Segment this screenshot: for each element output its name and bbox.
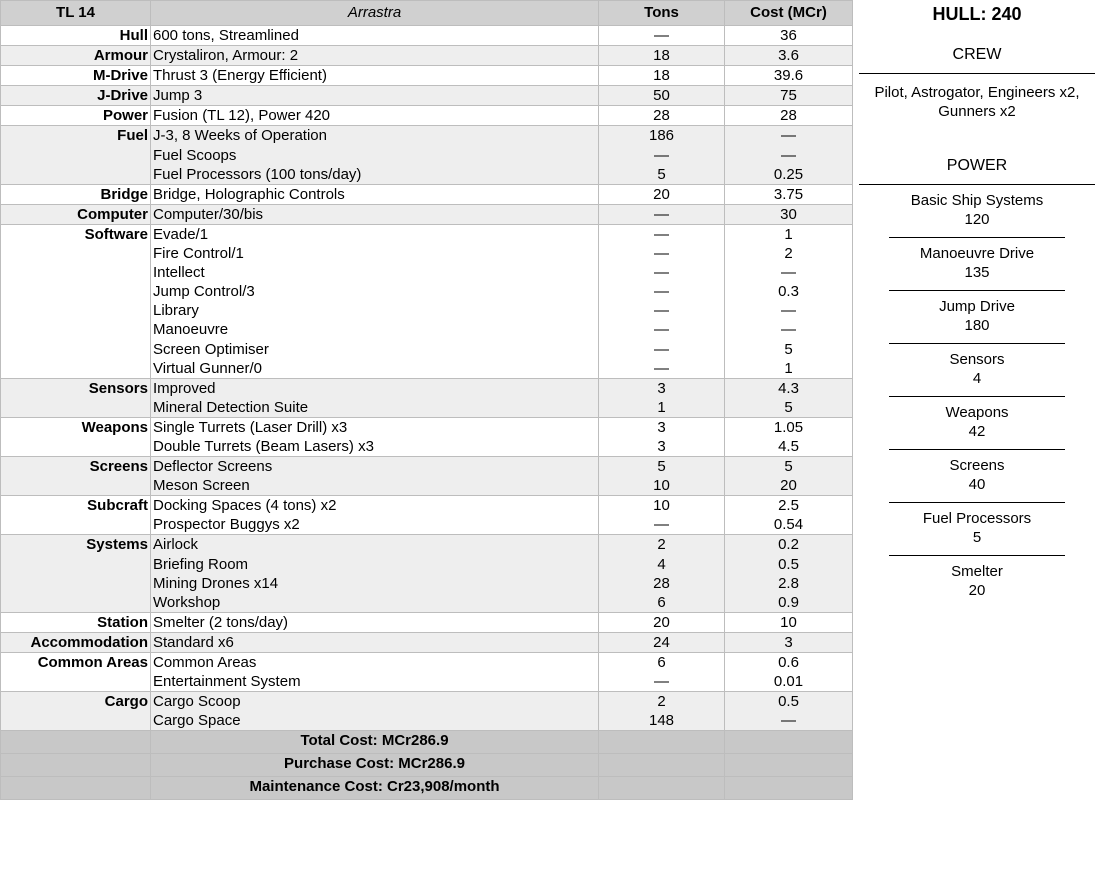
item-tons: —: [654, 264, 669, 282]
item-description: Bridge, Holographic Controls: [153, 185, 345, 203]
power-item-value: 5: [972, 529, 982, 546]
section-label: Station: [1, 612, 151, 632]
power-item-value: 180: [964, 317, 990, 334]
item-tons: 2: [657, 693, 666, 711]
item-description: Standard x6: [153, 633, 234, 651]
item-cost-cell: [725, 632, 853, 652]
item-cost: 3.75: [773, 185, 804, 203]
item-description: Cargo Scoop: [153, 693, 241, 711]
ship-name-header: Arrastra: [151, 1, 599, 26]
item-tons: 24: [653, 633, 670, 651]
item-cost: 5: [784, 458, 793, 476]
power-item-value: 135: [964, 264, 990, 281]
table-row: [1, 66, 853, 86]
power-item-label: Smelter: [951, 563, 1003, 580]
item-tons: —: [654, 673, 669, 691]
crew-list: Pilot, Astrogator, Engineers x2, Gunners x2: [874, 84, 1080, 120]
item-cost: 0.54: [773, 516, 804, 534]
item-description: Fire Control/1: [153, 245, 244, 263]
item-cost-cell: [725, 26, 853, 46]
item-description: Library: [153, 302, 199, 320]
item-description: Docking Spaces (4 tons) x2: [153, 497, 337, 515]
item-cost: 1.05: [773, 418, 804, 436]
item-tons-cell: [599, 184, 725, 204]
item-tons: 1: [657, 398, 666, 416]
power-item: [852, 456, 1102, 494]
power-list: [852, 191, 1102, 600]
section-label: Fuel: [1, 126, 151, 184]
table-row: [1, 204, 853, 224]
hull-points: HULL: 240: [932, 4, 1022, 24]
item-tons-cell: [599, 86, 725, 106]
item-description-cell: [151, 224, 599, 378]
item-cost: —: [781, 146, 796, 164]
table-row: [1, 46, 853, 66]
item-cost-cell: [725, 417, 853, 456]
maintenance-cost-row: [1, 777, 853, 800]
divider: [859, 184, 1095, 185]
item-description: Meson Screen: [153, 477, 250, 495]
item-cost: 0.6: [778, 654, 799, 671]
item-cost: 5: [784, 340, 793, 358]
item-cost: 28: [780, 107, 797, 125]
item-description: Entertainment System: [153, 673, 301, 691]
item-description: Fusion (TL 12), Power 420: [153, 107, 331, 125]
section-label: M-Drive: [1, 66, 151, 86]
item-cost-cell: [725, 204, 853, 224]
section-label: Hull: [1, 26, 151, 46]
divider: [889, 555, 1065, 556]
item-tons: 28: [653, 574, 670, 592]
power-item-label: Screens: [949, 457, 1005, 474]
item-description: Double Turrets (Beam Lasers) x3: [153, 437, 374, 455]
item-cost: 75: [780, 87, 797, 105]
table-row: [1, 612, 853, 632]
table-row: [1, 126, 853, 184]
item-cost-cell: [725, 106, 853, 126]
item-description: J-3, 8 Weeks of Operation: [153, 127, 327, 145]
power-item-label: Weapons: [945, 404, 1009, 421]
item-tons: 50: [653, 87, 670, 105]
item-tons: —: [654, 516, 669, 534]
item-cost: 4.3: [778, 379, 799, 397]
item-description: Thrust 3 (Energy Efficient): [153, 67, 327, 85]
power-item-value: 120: [964, 211, 990, 228]
item-tons-cell: [599, 692, 725, 731]
section-label: Armour: [1, 46, 151, 66]
item-tons: 148: [648, 712, 675, 730]
item-description-cell: [151, 378, 599, 417]
item-tons: 20: [653, 185, 670, 203]
maintenance-cost: Maintenance Cost: Cr23,908/month: [151, 777, 599, 800]
item-tons-cell: [599, 632, 725, 652]
table-row: [1, 653, 853, 692]
item-description-cell: [151, 612, 599, 632]
section-label: Systems: [1, 535, 151, 612]
item-cost: —: [781, 127, 796, 145]
item-description-cell: [151, 417, 599, 456]
table-header-row: [1, 1, 853, 26]
item-description-cell: [151, 66, 599, 86]
item-tons: —: [654, 205, 669, 223]
item-cost-cell: [725, 66, 853, 86]
item-cost: 0.2: [778, 536, 799, 554]
item-tons-cell: [599, 378, 725, 417]
item-tons-cell: [599, 612, 725, 632]
power-item: [852, 297, 1102, 335]
table-row: [1, 26, 853, 46]
divider: [889, 290, 1065, 291]
item-description: 600 tons, Streamlined: [153, 27, 299, 44]
section-label: Subcraft: [1, 496, 151, 535]
section-label: Sensors: [1, 378, 151, 417]
item-tons-cell: [599, 224, 725, 378]
item-description-cell: [151, 26, 599, 46]
power-item-label: Basic Ship Systems: [910, 192, 1044, 209]
item-tons: 10: [653, 497, 670, 515]
item-description-cell: [151, 496, 599, 535]
item-description: Virtual Gunner/0: [153, 359, 262, 377]
item-cost: 3: [784, 633, 793, 651]
item-cost: 4.5: [778, 437, 799, 455]
item-tons: 3: [657, 379, 666, 397]
item-cost-cell: [725, 496, 853, 535]
item-description: Deflector Screens: [153, 458, 273, 476]
item-description: Crystaliron, Armour: 2: [153, 47, 299, 65]
section-label: Common Areas: [1, 653, 151, 692]
item-cost: 0.5: [778, 555, 799, 573]
item-description-cell: [151, 653, 599, 692]
power-item-label: Sensors: [949, 351, 1005, 368]
item-description-cell: [151, 86, 599, 106]
item-description: Improved: [153, 379, 216, 397]
item-cost: 36: [780, 27, 797, 44]
table-row: [1, 86, 853, 106]
item-description-cell: [151, 204, 599, 224]
item-tons-cell: [599, 106, 725, 126]
item-tons: 3: [657, 437, 666, 455]
item-tons: 4: [657, 555, 666, 573]
item-description-cell: [151, 184, 599, 204]
power-item-value: 42: [968, 423, 986, 440]
item-cost: —: [781, 264, 796, 282]
item-tons: 28: [653, 107, 670, 125]
item-cost: 10: [780, 613, 797, 631]
item-cost: 0.25: [773, 165, 804, 183]
item-tons: 5: [657, 458, 666, 476]
item-description: Evade/1: [153, 225, 209, 243]
item-description: Workshop: [153, 593, 221, 611]
item-cost: 0.01: [773, 673, 804, 691]
power-item: [852, 509, 1102, 547]
item-tons: —: [654, 27, 669, 44]
item-description: Cargo Space: [153, 712, 241, 730]
power-item: [852, 562, 1102, 600]
item-cost: 2.8: [778, 574, 799, 592]
table-row: [1, 632, 853, 652]
item-description: Airlock: [153, 536, 199, 554]
item-tons: —: [654, 225, 669, 243]
power-item-value: 40: [968, 476, 986, 493]
item-tons: 6: [657, 593, 666, 611]
power-item: [852, 350, 1102, 388]
section-label: Accommodation: [1, 632, 151, 652]
table-row: [1, 224, 853, 378]
item-tons: —: [654, 283, 669, 301]
item-description-cell: [151, 457, 599, 496]
item-cost: 3.6: [778, 47, 799, 65]
item-tons-cell: [599, 26, 725, 46]
tons-header: Tons: [599, 1, 725, 26]
section-label: Power: [1, 106, 151, 126]
item-description: Fuel Scoops: [153, 146, 237, 164]
item-cost-cell: [725, 86, 853, 106]
item-description: Manoeuvre: [153, 321, 229, 339]
item-description-cell: [151, 46, 599, 66]
divider: [859, 73, 1095, 74]
item-cost-cell: [725, 224, 853, 378]
item-description: Smelter (2 tons/day): [153, 613, 289, 631]
table-row: [1, 496, 853, 535]
item-cost: 1: [784, 359, 793, 377]
divider: [889, 449, 1065, 450]
item-description: Mining Drones x14: [153, 574, 279, 592]
power-item-label: Jump Drive: [939, 298, 1015, 315]
item-cost-cell: [725, 692, 853, 731]
item-description: Prospector Buggys x2: [153, 516, 300, 534]
purchase-cost-row: [1, 754, 853, 777]
section-label: Cargo: [1, 692, 151, 731]
divider: [889, 237, 1065, 238]
total-cost: Total Cost: MCr286.9: [151, 731, 599, 754]
cost-header: Cost (MCr): [725, 1, 853, 26]
spec-body: [1, 26, 853, 731]
table-row: [1, 457, 853, 496]
item-tons: 5: [657, 165, 666, 183]
section-label: Computer: [1, 204, 151, 224]
item-tons: —: [654, 321, 669, 339]
item-cost: 20: [780, 477, 797, 495]
item-description-cell: [151, 632, 599, 652]
item-cost: 0.5: [778, 693, 799, 711]
item-tons-cell: [599, 204, 725, 224]
section-label: Bridge: [1, 184, 151, 204]
item-cost-cell: [725, 378, 853, 417]
table-row: [1, 184, 853, 204]
item-description-cell: [151, 535, 599, 612]
item-cost-cell: [725, 184, 853, 204]
crew-heading: CREW: [952, 46, 1002, 63]
item-tons-cell: [599, 535, 725, 612]
item-description: Common Areas: [153, 654, 257, 671]
item-tons: 18: [653, 67, 670, 85]
item-tons: 10: [653, 477, 670, 495]
item-description-cell: [151, 106, 599, 126]
item-tons: 3: [657, 418, 666, 436]
item-description-cell: [151, 692, 599, 731]
item-tons-cell: [599, 653, 725, 692]
item-cost: 2: [784, 245, 793, 263]
power-item-value: 20: [968, 582, 986, 599]
power-item-label: Fuel Processors: [922, 510, 1032, 527]
item-cost: 30: [780, 205, 797, 223]
item-tons: —: [654, 302, 669, 320]
item-tons: —: [654, 359, 669, 377]
table-row: [1, 535, 853, 612]
item-tons-cell: [599, 496, 725, 535]
section-label: J-Drive: [1, 86, 151, 106]
item-cost-cell: [725, 653, 853, 692]
item-cost-cell: [725, 457, 853, 496]
section-label: Software: [1, 224, 151, 378]
item-cost-cell: [725, 535, 853, 612]
power-item: [852, 244, 1102, 282]
summary-panel: [852, 0, 1102, 600]
item-cost: 39.6: [773, 67, 804, 85]
item-description: Jump 3: [153, 87, 203, 105]
item-tons-cell: [599, 126, 725, 184]
item-description: Jump Control/3: [153, 283, 255, 301]
tech-level-header: TL 14: [1, 1, 151, 26]
item-tons-cell: [599, 46, 725, 66]
purchase-cost: Purchase Cost: MCr286.9: [151, 754, 599, 777]
item-description: Mineral Detection Suite: [153, 398, 309, 416]
divider: [889, 343, 1065, 344]
table-row: [1, 417, 853, 456]
section-label: Weapons: [1, 417, 151, 456]
power-item-value: 4: [972, 370, 982, 387]
power-item: [852, 403, 1102, 441]
divider: [889, 396, 1065, 397]
item-cost: 5: [784, 398, 793, 416]
item-tons: 6: [657, 654, 666, 671]
item-tons: —: [654, 146, 669, 164]
item-tons: 186: [648, 127, 675, 145]
table-row: [1, 106, 853, 126]
power-item: [852, 191, 1102, 229]
item-description-cell: [151, 126, 599, 184]
item-cost: 0.9: [778, 593, 799, 611]
item-description: Screen Optimiser: [153, 340, 269, 358]
item-tons-cell: [599, 66, 725, 86]
item-cost: —: [781, 302, 796, 320]
table-row: [1, 378, 853, 417]
item-description: Briefing Room: [153, 555, 249, 573]
divider: [889, 502, 1065, 503]
item-cost-cell: [725, 612, 853, 632]
item-description: Single Turrets (Laser Drill) x3: [153, 418, 348, 436]
item-cost: 1: [784, 225, 793, 243]
item-tons: —: [654, 340, 669, 358]
item-tons-cell: [599, 417, 725, 456]
power-item-label: Manoeuvre Drive: [919, 245, 1035, 262]
power-heading: POWER: [946, 157, 1008, 174]
item-tons: —: [654, 245, 669, 263]
item-cost: 0.3: [778, 283, 799, 301]
item-cost-cell: [725, 126, 853, 184]
item-tons: 2: [657, 536, 666, 554]
item-tons: 20: [653, 613, 670, 631]
item-cost: —: [781, 321, 796, 339]
item-description: Fuel Processors (100 tons/day): [153, 165, 362, 183]
table-row: [1, 692, 853, 731]
item-description: Computer/30/bis: [153, 205, 264, 223]
item-tons-cell: [599, 457, 725, 496]
section-label: Screens: [1, 457, 151, 496]
item-tons: 18: [653, 47, 670, 65]
item-cost: —: [781, 712, 796, 730]
item-description: Intellect: [153, 264, 205, 282]
total-cost-row: [1, 731, 853, 754]
item-cost-cell: [725, 46, 853, 66]
item-cost: 2.5: [778, 497, 799, 515]
